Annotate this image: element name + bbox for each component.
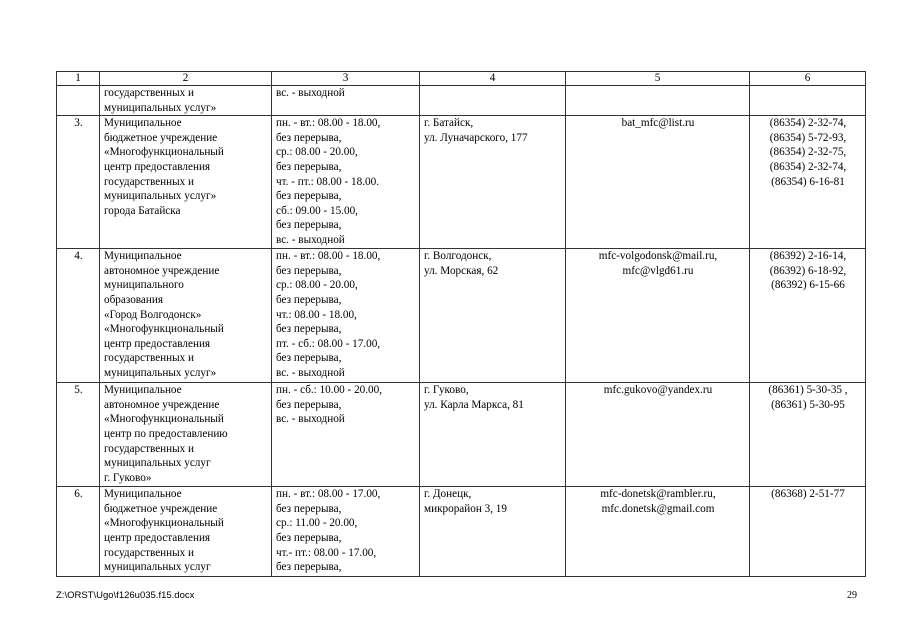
- working-hours: вс. - выходной: [272, 86, 420, 116]
- working-hours: пн. - вт.: 08.00 - 18.00, без перерыва, ср.: 08.00 - 20.00, без перерыва, чт.: 08.00 - 18.00, без перерыва, пт. - сб.: 08.00 - 17.00, без перерыва, вс. - выходной: [272, 249, 420, 383]
- institution-name: Муниципальное бюджетное учреждение «Многофункциональный центр предоставления государственных и муниципальных услуг» города Батайска: [100, 116, 272, 249]
- table-row: [57, 249, 866, 383]
- phone: (86368) 2-51-77: [750, 487, 866, 577]
- phone: (86361) 5-30-35 , (86361) 5-30-95: [750, 383, 866, 487]
- working-hours: пн. - вт.: 08.00 - 17.00, без перерыва, ср.: 11.00 - 20.00, без перерыва, чт.- пт.: 08.00 - 17.00, без перерыва,: [272, 487, 420, 577]
- institution-name: Муниципальное бюджетное учреждение «Многофункциональный центр предоставления государственных и муниципальных услуг: [100, 487, 272, 577]
- address: г. Батайск, ул. Луначарского, 177: [420, 116, 566, 249]
- phone: [750, 86, 866, 116]
- table-row: [57, 116, 866, 249]
- institution-name: Муниципальное автономное учреждение «Многофункциональный центр по предоставлению государственных и муниципальных услуг г. Гуково»: [100, 383, 272, 487]
- row-number: 4.: [57, 249, 100, 383]
- table-row: [57, 383, 866, 487]
- address: г. Донецк, микрорайон 3, 19: [420, 487, 566, 577]
- page-number: 29: [847, 590, 857, 601]
- column-numbers-row: [57, 72, 866, 86]
- email: bat_mfc@list.ru: [566, 116, 750, 249]
- email: mfc.gukovo@yandex.ru: [566, 383, 750, 487]
- phone: (86392) 2-16-14, (86392) 6-18-92, (86392) 6-15-66: [750, 249, 866, 383]
- working-hours: пн. - сб.: 10.00 - 20.00, без перерыва, вс. - выходной: [272, 383, 420, 487]
- table-row: [57, 86, 866, 116]
- column-number: 2: [100, 72, 272, 86]
- address: г. Гуково, ул. Карла Маркса, 81: [420, 383, 566, 487]
- column-number: 5: [566, 72, 750, 86]
- email: [566, 86, 750, 116]
- column-number: 1: [57, 72, 100, 86]
- address: г. Волгодонск, ул. Морская, 62: [420, 249, 566, 383]
- mfc-table: [56, 71, 866, 577]
- row-number: 5.: [57, 383, 100, 487]
- working-hours: пн. - вт.: 08.00 - 18.00, без перерыва, ср.: 08.00 - 20.00, без перерыва, чт. - пт.: 08.00 - 18.00. без перерыва, сб.: 09.00 - 15.00, без перерыва, вс. - выходной: [272, 116, 420, 249]
- institution-name: Муниципальное автономное учреждение муниципального образования «Город Волгодонск» «Многофункциональный центр предоставления государственных и муниципальных услуг»: [100, 249, 272, 383]
- row-number: 6.: [57, 487, 100, 577]
- column-number: 4: [420, 72, 566, 86]
- file-path: Z:\ORST\Ugo\f126u035.f15.docx: [56, 590, 195, 601]
- table-row: [57, 487, 866, 577]
- column-number: 6: [750, 72, 866, 86]
- row-number: 3.: [57, 116, 100, 249]
- phone: (86354) 2-32-74, (86354) 5-72-93, (86354) 2-32-75, (86354) 2-32-74, (86354) 6-16-81: [750, 116, 866, 249]
- column-number: 3: [272, 72, 420, 86]
- email: mfc-volgodonsk@mail.ru, mfc@vlgd61.ru: [566, 249, 750, 383]
- row-number: [57, 86, 100, 116]
- institution-name: государственных и муниципальных услуг»: [100, 86, 272, 116]
- address: [420, 86, 566, 116]
- email: mfc-donetsk@rambler.ru, mfc.donetsk@gmail.com: [566, 487, 750, 577]
